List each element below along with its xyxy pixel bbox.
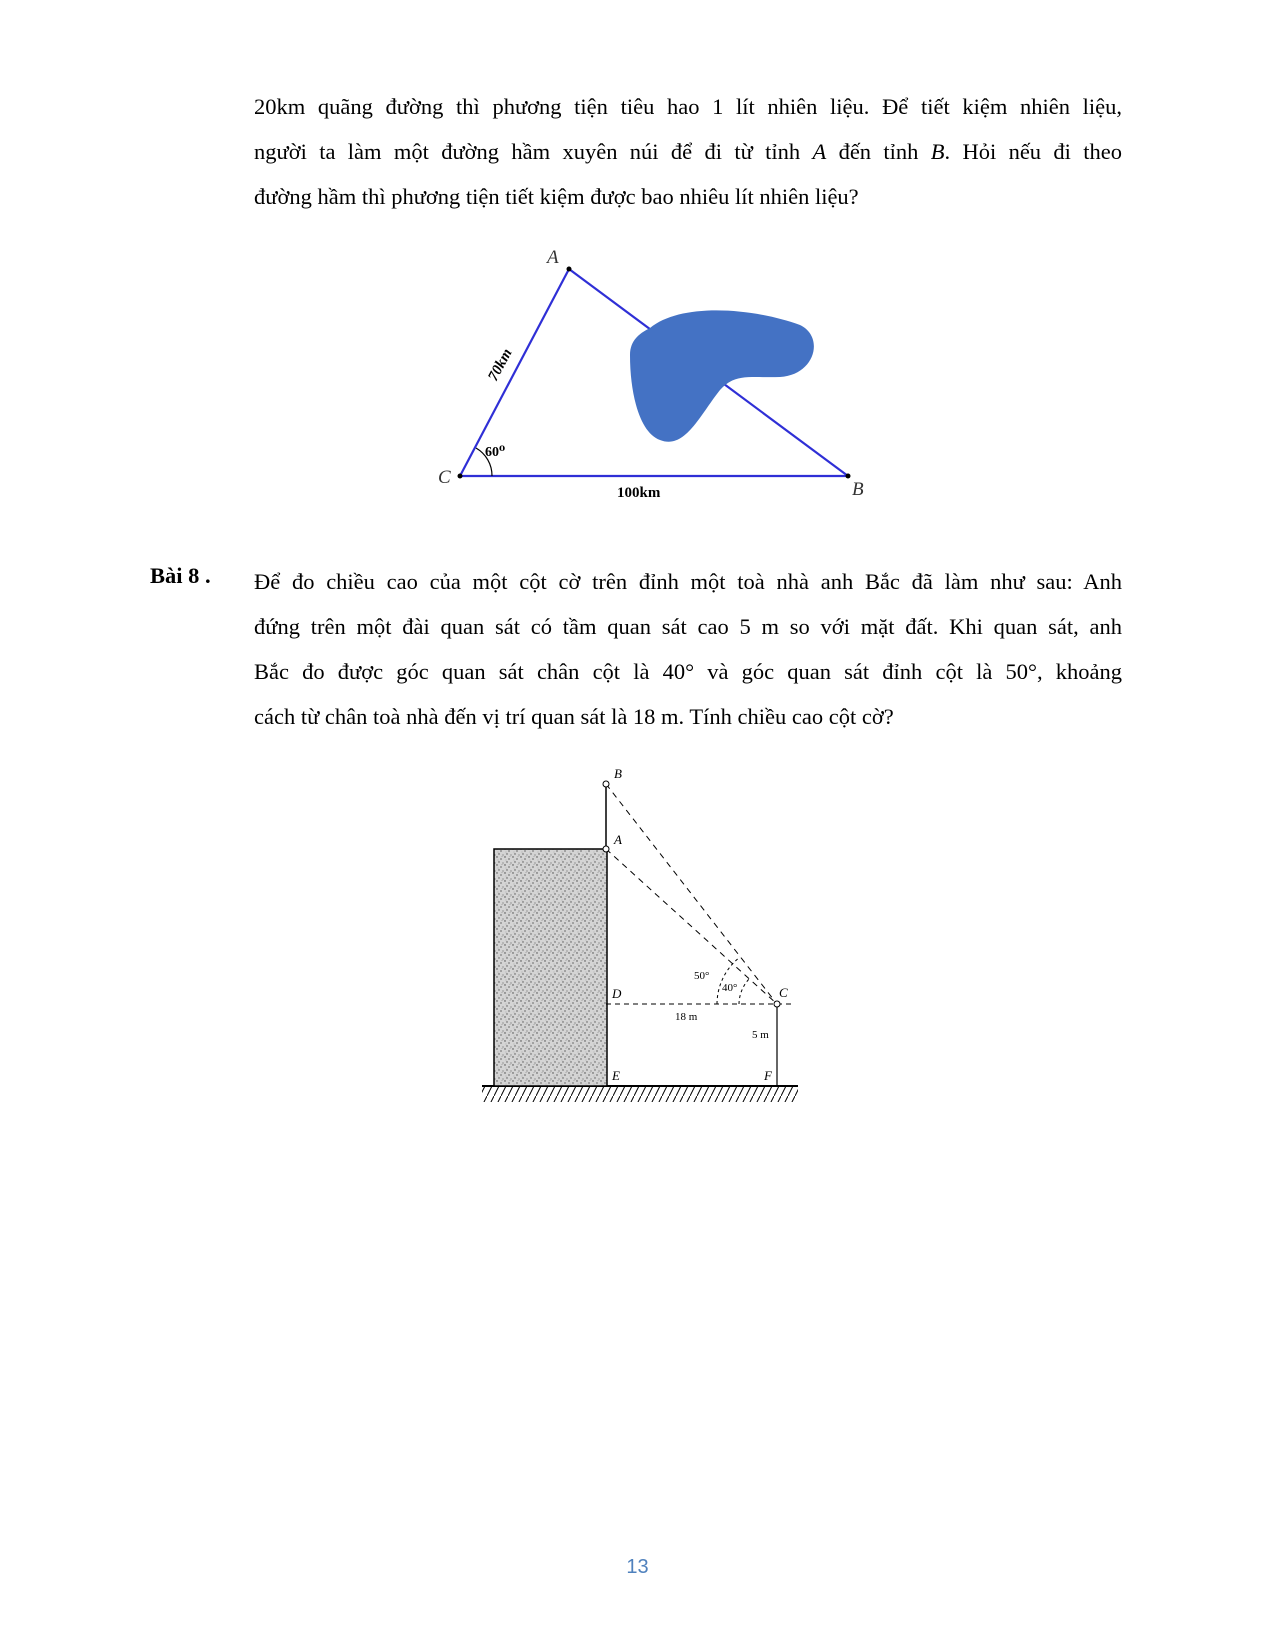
side-cb-length: 100km [617,485,661,501]
problem8-line-2: đứng trên một đài quan sát có tầm quan sát cao 5 m so với mặt đất. Khi quan sát, anh [254,614,1122,639]
triangle-figure [430,245,880,520]
label-e: E [612,1068,620,1083]
side-ca-length: 70km [485,346,516,384]
angle-arc-50 [717,957,740,1004]
problem7-text [254,84,1122,219]
side-ca [460,269,569,476]
problem8-line-3: Bắc đo được góc quan sát chân cột là 40° và góc quan sát đỉnh cột là 50°, khoảng [254,659,1122,684]
distance-18m: 18 m [675,1011,698,1023]
point-a [567,267,572,272]
mountain-shape [630,310,814,441]
problem8-text [254,559,1122,739]
problem8-line-1: Để đo chiều cao của một cột cờ trên đỉnh một toà nhà anh Bắc đã làm như sau: Anh [254,569,1122,594]
ground [482,1086,798,1102]
point-c [458,474,463,479]
label-a: A [547,247,559,268]
point-b [846,474,851,479]
sight-line-bc [606,784,777,1004]
problem7-line-2: người ta làm một đường hầm xuyên núi để đi từ tỉnh A đến tỉnh B. Hỏi nếu đi theo [254,139,1122,164]
var-b: B [930,139,945,164]
point-b2 [603,781,609,787]
label-c: C [438,467,451,488]
point-c2 [774,1001,780,1007]
label-d: D [612,986,622,1001]
point-a2 [603,846,609,852]
flagpole-figure [480,760,810,1105]
label-b2: B [614,766,622,781]
problem7-line-1: 20km quãng đường thì phương tiện tiêu hao 1 lít nhiên liệu. Để tiết kiệm nhiên liệu, [254,94,1122,119]
var-a: A [812,139,827,164]
label-c2: C [779,985,788,1000]
angle-40-label: 40° [722,982,738,994]
page-number: 13 [626,1556,649,1578]
angle-arc-40 [739,979,749,1004]
label-a2: A [614,832,622,847]
label-f: F [764,1068,772,1083]
problem7-line-3: đường hầm thì phương tiện tiết kiệm được bao nhiêu lít nhiên liệu? [254,184,859,209]
problem8-label: Bài 8 . [150,563,211,588]
height-5m: 5 m [752,1029,769,1041]
building [494,849,607,1086]
sight-line-ac [606,849,777,1004]
angle-50-label: 50° [694,970,710,982]
angle-c-label: 60⁰ [485,445,506,460]
label-b: B [852,479,864,500]
problem8-line-4: cách từ chân toà nhà đến vị trí quan sát là 18 m. Tính chiều cao cột cờ? [254,704,894,729]
